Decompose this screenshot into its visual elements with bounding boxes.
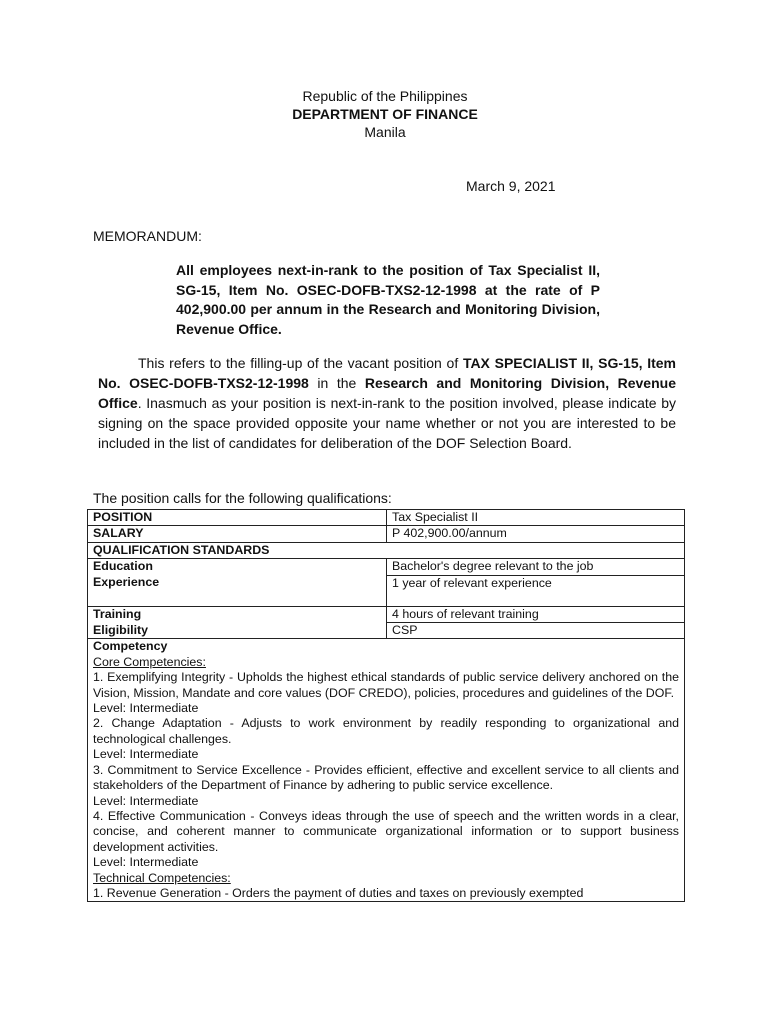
core-item-3-level: Level: Intermediate — [93, 793, 199, 808]
core-item-1-level: Level: Intermediate — [93, 701, 199, 716]
table-row-education — [88, 559, 685, 575]
eligibility-label: Eligibility — [88, 623, 387, 639]
technical-item-1-desc: 1. Revenue Generation - Orders the payment of duties and taxes on previously exempted — [93, 885, 584, 900]
competency-cell — [88, 639, 685, 902]
position-label: POSITION — [88, 510, 387, 526]
header-city: Manila — [364, 124, 406, 140]
body-text-3: . Inasmuch as your position is next-in-rank to the position involved, please indicate by signing on the space provided opposite your name whether or not you are interested to be included in the list of candidates for deliberation of the DOF Selection Board. — [98, 395, 676, 451]
technical-competencies-label: Technical Competencies: — [93, 870, 231, 885]
table-row-competency — [88, 639, 685, 902]
body-text-2: in the — [308, 375, 365, 391]
salary-value: P 402,900.00/annum — [387, 526, 685, 542]
table-row-training — [88, 606, 685, 622]
core-item-2-level: Level: Intermediate — [93, 747, 199, 762]
body-text-1: This refers to the filling-up of the vacant position of — [138, 355, 463, 371]
body-bold-division: Research and Monitoring Division, Revenue Office — [98, 375, 676, 411]
core-item-2-desc: 2. Change Adaptation - Adjusts to work environment by readily responding to organizational and technological challenges. — [93, 716, 679, 746]
education-label: Education — [88, 559, 387, 575]
qualifications-intro: The position calls for the following qualifications: — [93, 490, 392, 506]
education-value: Bachelor's degree relevant to the job — [387, 559, 685, 575]
experience-label: Experience — [88, 575, 387, 606]
table-row-salary — [88, 526, 685, 542]
table-row-eligibility — [88, 623, 685, 639]
core-item-4-level: Level: Intermediate — [93, 855, 199, 870]
table-row-experience — [88, 575, 685, 606]
salary-label: SALARY — [88, 526, 387, 542]
memo-label: MEMORANDUM: — [93, 228, 202, 244]
core-competencies-label: Core Competencies: — [93, 654, 206, 669]
table-row-qualification-standards — [88, 542, 685, 558]
memo-date: March 9, 2021 — [466, 178, 556, 194]
memo-subject: All employees next-in-rank to the position of Tax Specialist II, SG-15, Item No. OSEC-DOFB-TXS2-12-1998 at the rate of P 402,900.00 per annum in the Research and Monitoring Division, Revenue Office. — [176, 262, 600, 337]
experience-value: 1 year of relevant experience — [387, 575, 685, 606]
memo-body-paragraph — [98, 353, 676, 453]
qualifications-table — [87, 509, 685, 902]
qualification-standards-label: QUALIFICATION STANDARDS — [88, 542, 685, 558]
competency-label: Competency — [93, 639, 168, 654]
position-value: Tax Specialist II — [387, 510, 685, 526]
core-item-4-desc: 4. Effective Communication - Conveys ideas through the use of speech and the written words in a clear, concise, and coherent manner to communicate organizational information or to support business development activities. — [93, 808, 679, 854]
body-bold-position: TAX SPECIALIST II, SG-15, Item No. OSEC-DOFB-TXS2-12-1998 — [98, 355, 676, 391]
training-value: 4 hours of relevant training — [387, 606, 685, 622]
eligibility-value: CSP — [387, 623, 685, 639]
training-label: Training — [88, 606, 387, 622]
core-item-3-desc: 3. Commitment to Service Excellence - Provides efficient, effective and excellent service to all clients and stakeholders of the Department of Finance by adhering to public service excellence. — [93, 762, 679, 793]
header-republic: Republic of the Philippines — [302, 88, 468, 104]
core-item-1-desc: 1. Exemplifying Integrity - Upholds the highest ethical standards of public service delivery anchored on the Vision, Mission, Mandate and core values (DOF CREDO), policies, procedures and guidelines of the DOF. — [93, 670, 679, 700]
header-department: DEPARTMENT OF FINANCE — [292, 106, 478, 122]
table-row-position — [88, 510, 685, 526]
